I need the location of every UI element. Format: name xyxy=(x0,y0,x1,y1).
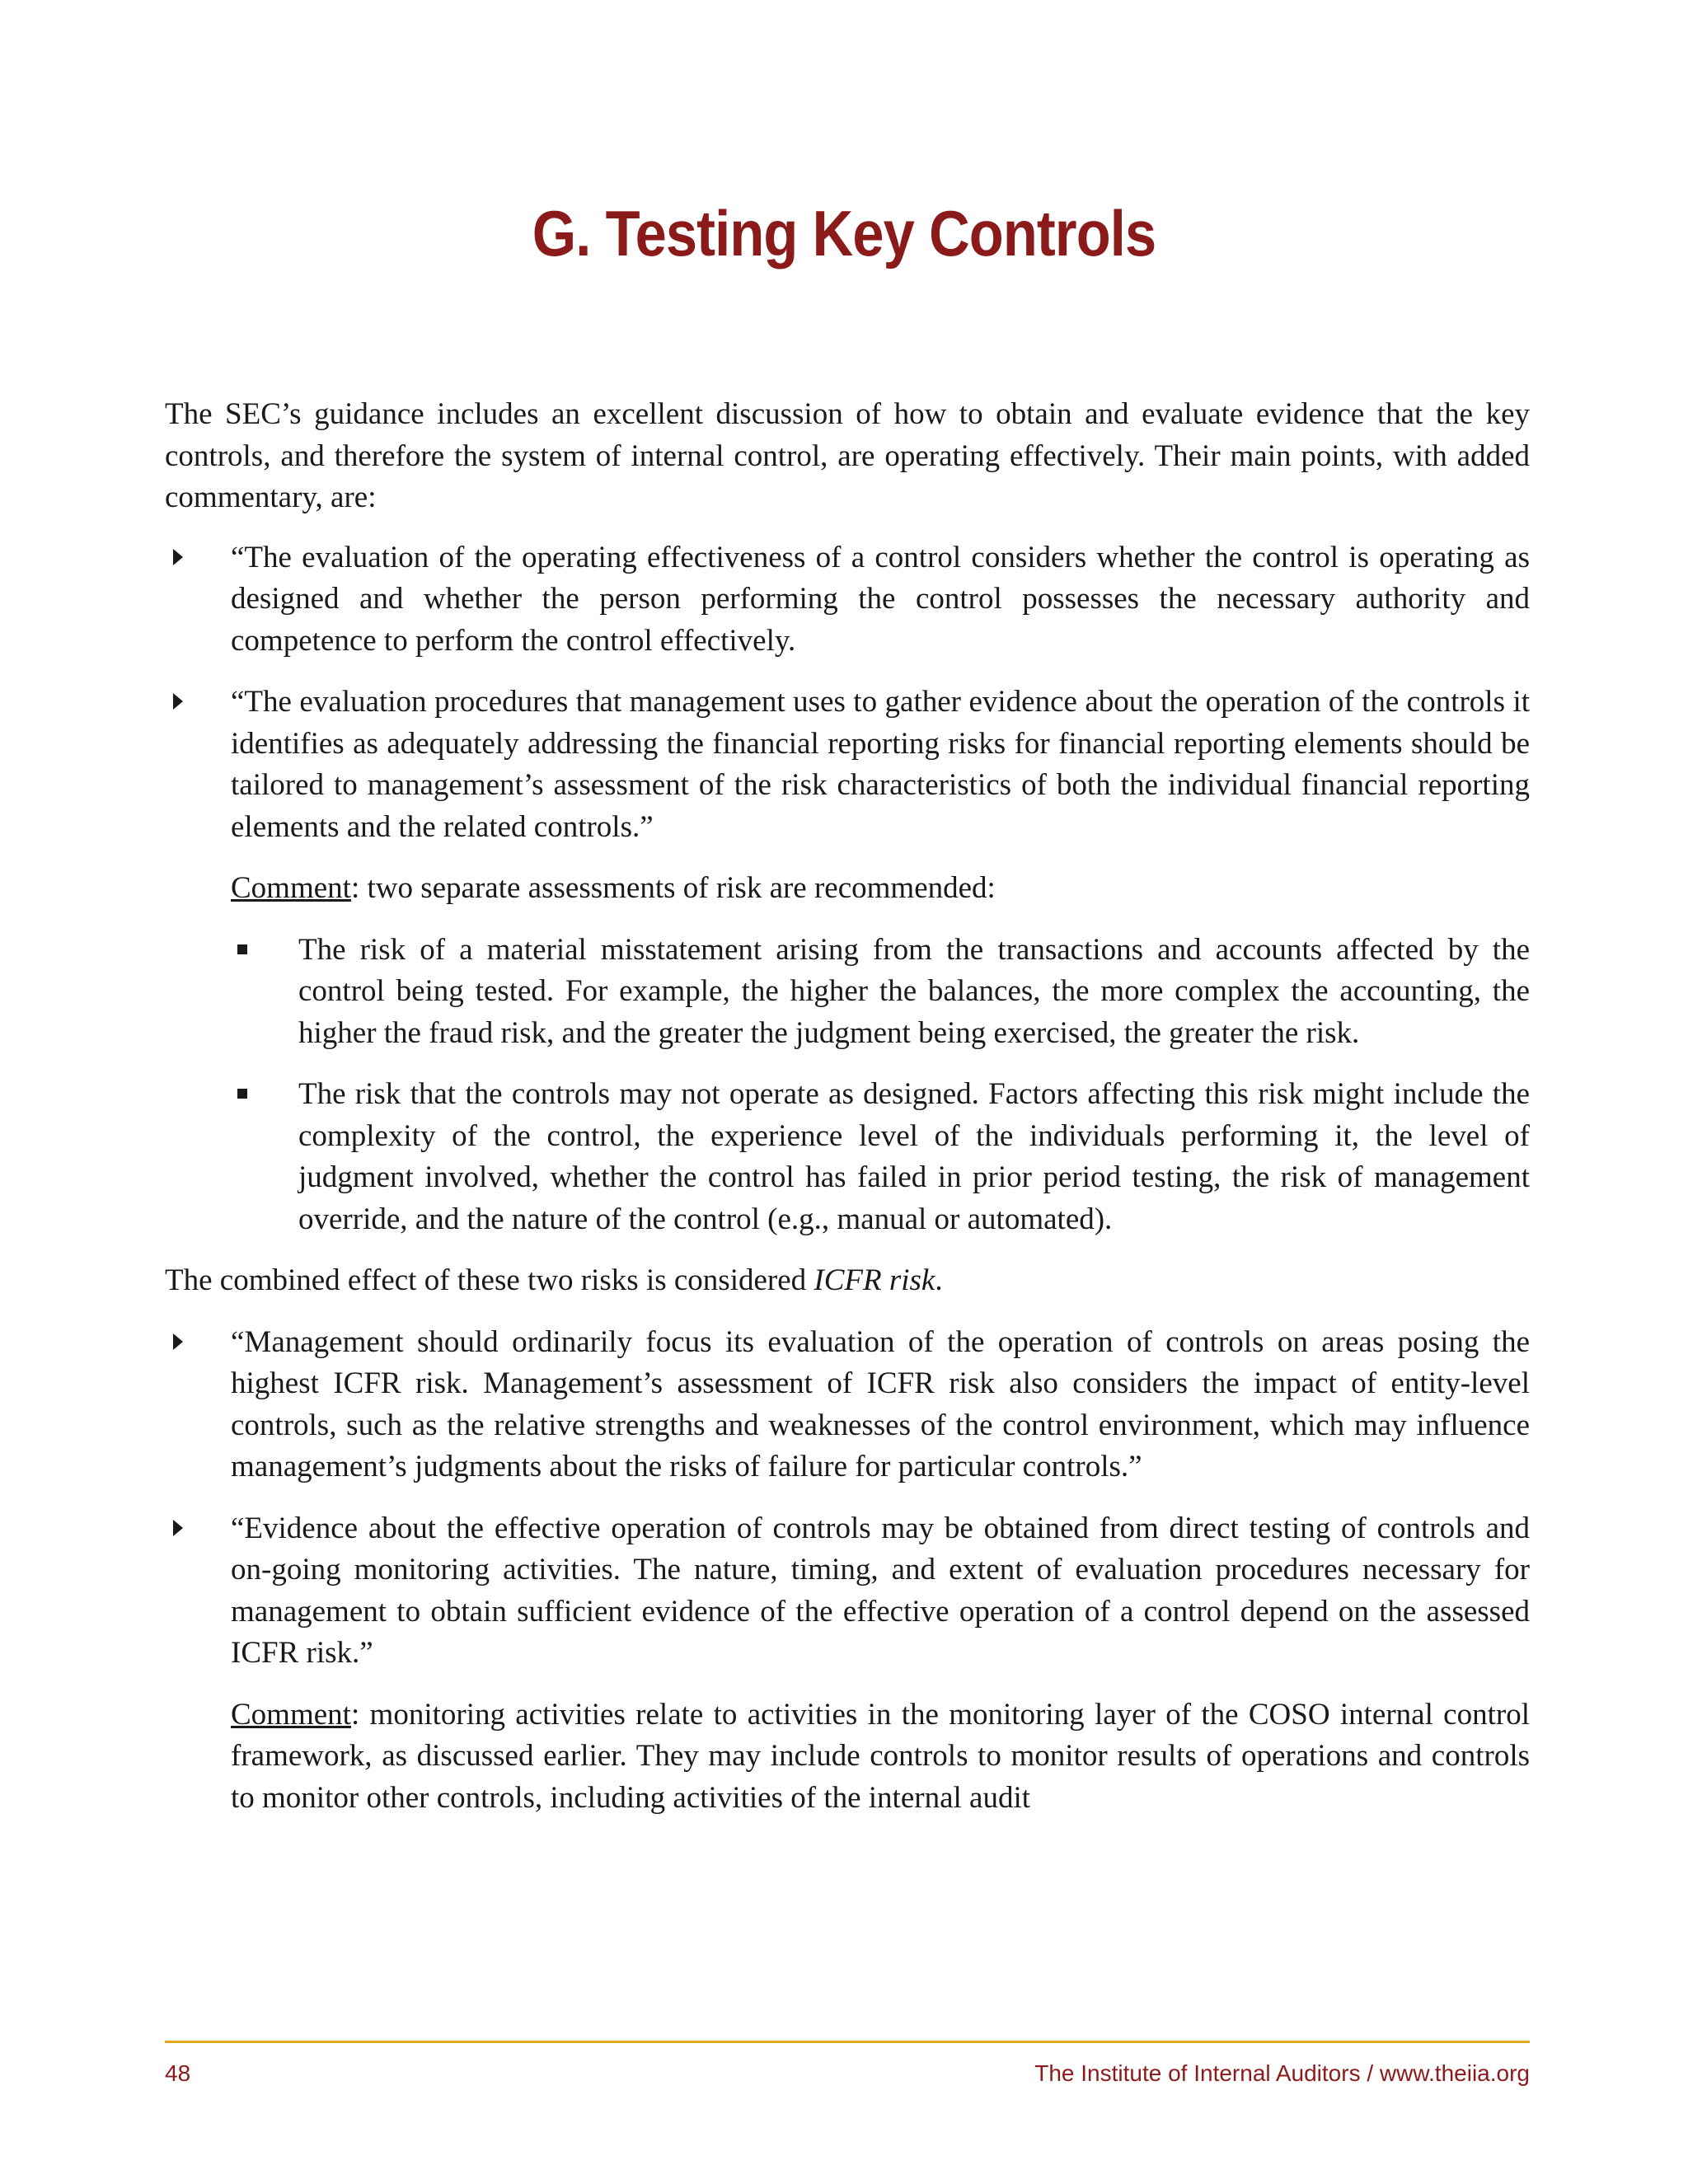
icfr-term: ICFR risk xyxy=(814,1263,935,1297)
sub-list-item xyxy=(165,1074,1530,1240)
list-item xyxy=(165,682,1530,848)
body-text xyxy=(165,394,1530,1819)
comment-label: Comment xyxy=(231,871,351,905)
list-item xyxy=(165,1508,1530,1675)
list-item xyxy=(165,537,1530,663)
triangle-bullet-icon xyxy=(173,1333,183,1350)
page-number: 48 xyxy=(165,2060,191,2086)
sub-bullet-text: The risk of a material misstatement arising from the transactions and accounts affected by the control being tested. For example, the higher the balances, the more complex the accounting, the higher the fraud risk, and the greater the judgment being exercised, the greater the risk. xyxy=(298,932,1530,1050)
bullet-text: “Evidence about the effective operation of controls may be obtained from direct testing of controls and on-going monitoring activities. The nature, timing, and extent of evaluation procedures necessary for management to obtain sufficient evidence of the effective operation of a control depend on the assessed ICFR risk.” xyxy=(231,1511,1530,1670)
comment-text: : monitoring activities relate to activities in the monitoring layer of the COSO internal control framework, as discussed earlier. They may include controls to monitor results of operations and controls to monitor other controls, including activities of the internal audit xyxy=(231,1697,1530,1815)
square-bullet-icon xyxy=(237,1089,247,1099)
comment-text: : two separate assessments of risk are recommended: xyxy=(350,871,996,905)
combined-text: The combined effect of these two risks is considered xyxy=(165,1263,814,1297)
bullet-text: “The evaluation procedures that management uses to gather evidence about the operation of the controls it identifies as adequately addressing the financial reporting risks for financial reporting elements should be tailored to management’s assessment of the risk characteristics of both the individual financial reporting elements and the related controls.” xyxy=(231,685,1530,844)
combined-paragraph xyxy=(165,1260,1530,1302)
square-bullet-icon xyxy=(237,944,247,954)
sub-bullet-text: The risk that the controls may not operate as designed. Factors affecting this risk might include the complexity of the control, the experience level of the individuals performing it, the level of judgment involved, whether the control has failed in prior period testing, the risk of management override, and the nature of the control (e.g., manual or automated). xyxy=(298,1077,1530,1236)
footer-rule xyxy=(165,2041,1530,2043)
combined-end: . xyxy=(935,1263,943,1297)
triangle-bullet-icon xyxy=(173,549,183,565)
page-title: G. Testing Key Controls xyxy=(532,197,1156,269)
list-item xyxy=(165,1322,1530,1488)
comment-label: Comment xyxy=(231,1697,351,1732)
bullet-text: “The evaluation of the operating effectiveness of a control considers whether the control is operating as designed and whether the person performing the control possesses the necessary authority and competence to perform the control effectively. xyxy=(231,540,1530,658)
triangle-bullet-icon xyxy=(173,1520,183,1536)
comment-paragraph xyxy=(165,1694,1530,1820)
sub-list-item xyxy=(165,930,1530,1055)
triangle-bullet-icon xyxy=(173,693,183,710)
intro-paragraph: The SEC’s guidance includes an excellent discussion of how to obtain and evaluate evidence that the key controls, and therefore the system of internal control, are operating effectively. Their main points, with added commentary, are: xyxy=(165,397,1530,514)
footer-publisher: The Institute of Internal Auditors / www.theiia.org xyxy=(1034,2060,1530,2086)
comment-paragraph xyxy=(165,868,1530,910)
bullet-text: “Management should ordinarily focus its evaluation of the operation of controls on areas posing the highest ICFR risk. Management’s assessment of ICFR risk also considers the impact of entity-level controls, such as the relative strengths and weaknesses of the control environment, which may influence management’s judgments about the risks of failure for particular controls.” xyxy=(231,1324,1530,1483)
